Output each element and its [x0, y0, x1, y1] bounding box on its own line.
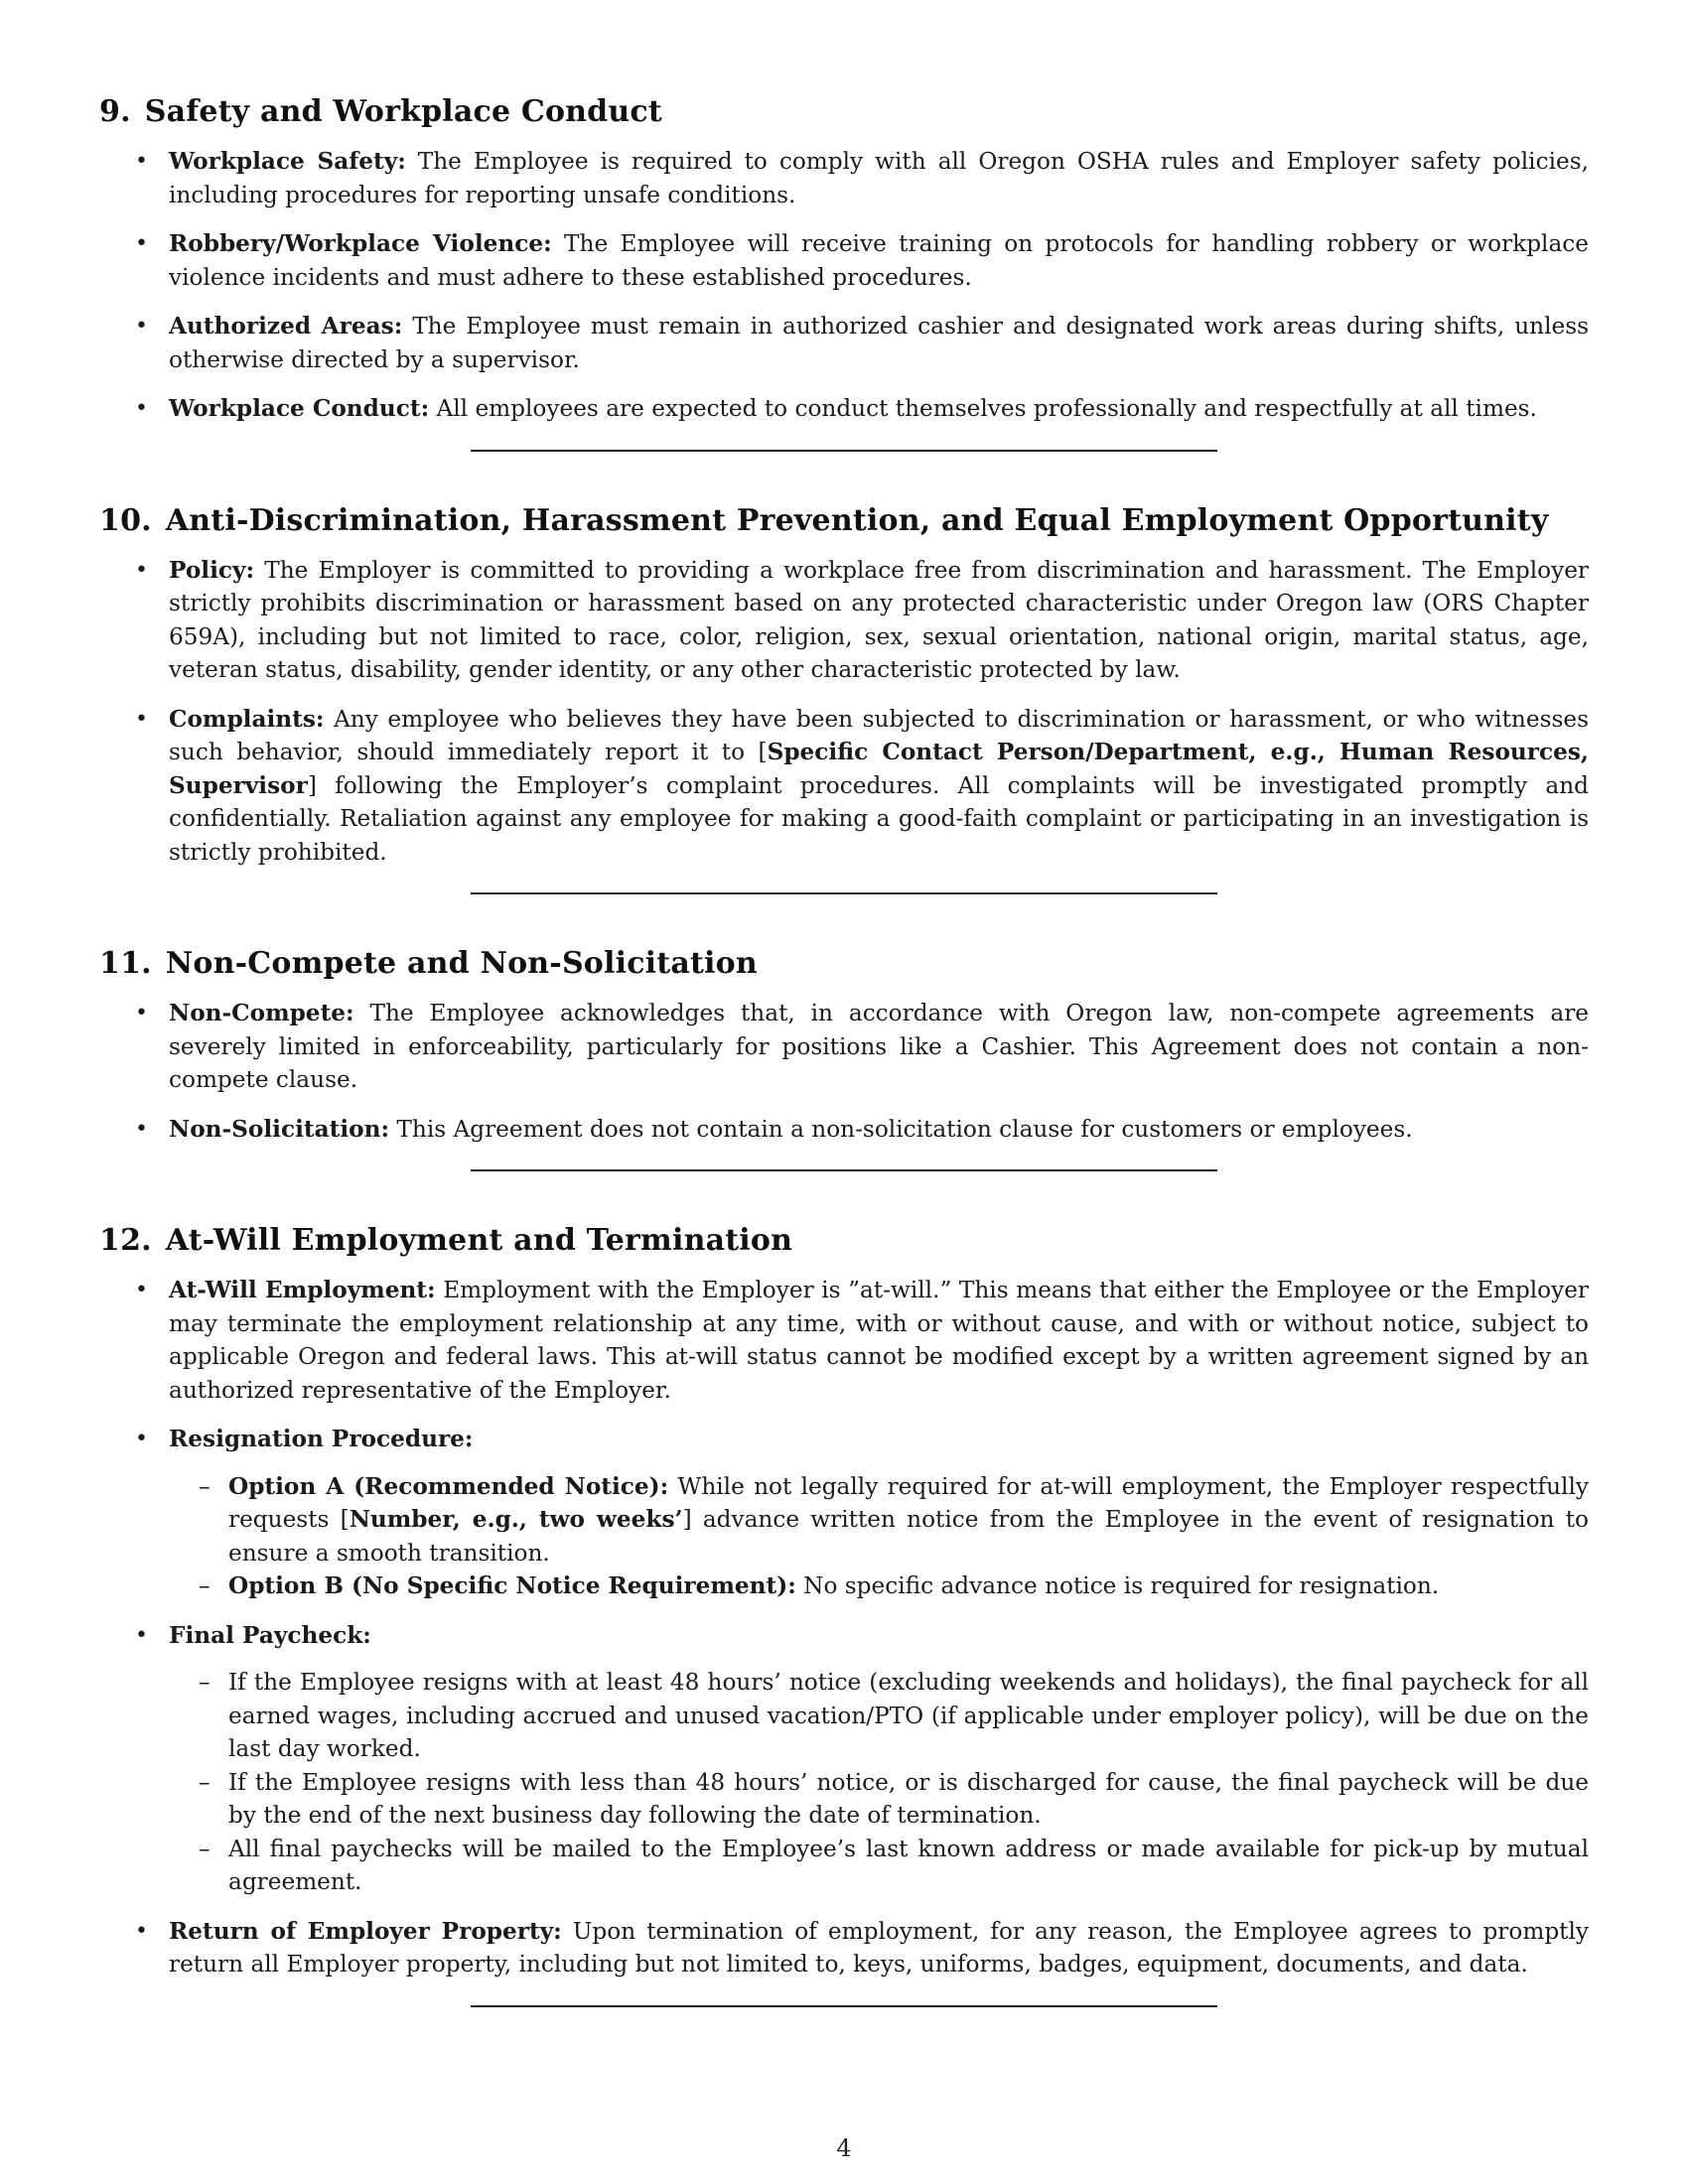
section-number: 12. — [99, 1223, 152, 1258]
dash-icon: – — [199, 1472, 211, 1500]
list-item — [99, 1423, 1589, 1603]
item-text: Any employee who believes they have been subjected to discrimination or harassment, or who witnesses such behavior, should immediately report it to [ — [169, 705, 1589, 765]
section-9 — [99, 89, 1589, 426]
section-title: Non-Compete and Non-Solicitation — [165, 946, 758, 981]
bullet-icon: • — [135, 1116, 148, 1142]
section-number: 9. — [99, 94, 131, 129]
section-heading — [99, 1218, 1589, 1264]
item-label: Robbery/Workplace Violence: — [169, 230, 552, 257]
placeholder-notice: Number, e.g., two weeks’ — [349, 1506, 683, 1533]
item-text: If the Employee resigns with at least 48 hours’ notice (excluding weekends and holidays), the final paycheck for all earned wages, including accrued and unused vacation/PTO (if applicable under employer policy), will be due on the last day worked. — [228, 1669, 1589, 1762]
item-label: Resignation Procedure: — [169, 1426, 474, 1452]
item-text: All final paychecks will be mailed to the Employee’s last known address or made available for pick-up by mutual agreement. — [228, 1835, 1589, 1895]
section-title: At-Will Employment and Termination — [165, 1223, 793, 1258]
list-item — [99, 145, 1589, 211]
item-text: Upon termination of employment, for any reason, the Employee agrees to promptly return all Employer property, including but not limited to, keys, uniforms, badges, equipment, documents, and data. — [169, 1917, 1589, 1978]
item-label: Complaints: — [169, 705, 325, 733]
item-text: No specific advance notice is required for resignation. — [803, 1572, 1440, 1599]
list-item — [99, 554, 1589, 687]
bullet-list — [99, 554, 1589, 870]
section-title: Anti-Discrimination, Harassment Prevention, and Equal Employment Opportunity — [165, 502, 1549, 538]
dash-icon: – — [199, 1835, 211, 1862]
item-label: Option B (No Specific Notice Requirement): — [228, 1572, 796, 1599]
item-text: While not legally required for at-will employment, the Employer respectfully requests [ — [228, 1472, 1589, 1533]
item-text: The Employer is committed to providing a workplace free from discrimination and harassment. The Employer strictly prohibits discrimination or harassment based on any protected characteristic under Oregon law (ORS Chapter 659A), including but not limited to race, color, religion, sex, sexual orientation, national origin, marital status, age, veteran status, disability, gender identity, or any other characteristic protected by law. — [169, 556, 1589, 683]
bullet-list — [99, 145, 1589, 426]
bullet-icon: • — [135, 1001, 148, 1025]
bullet-list — [99, 997, 1589, 1146]
sub-list — [169, 1470, 1589, 1603]
list-item — [99, 1113, 1589, 1147]
bullet-icon: • — [135, 149, 148, 174]
item-text: If the Employee resigns with less than 48 hours’ notice, or is discharged for cause, the final paycheck will be due by the end of the next business day following the date of termination. — [228, 1768, 1589, 1829]
dash-icon: – — [199, 1669, 211, 1696]
section-heading — [99, 498, 1589, 544]
list-item — [99, 997, 1589, 1097]
item-text: ] advance written notice from the Employee in the event of resignation to ensure a smooth transition. — [228, 1506, 1589, 1567]
bullet-icon: • — [135, 396, 148, 421]
page-content — [99, 89, 1589, 2054]
list-item — [99, 1274, 1589, 1407]
dash-icon: – — [199, 1768, 211, 1796]
item-text: ] following the Employer’s complaint procedures. All complaints will be investigated promptly and confidentially. Retaliation against any employee for making a good-faith complaint or participating in an investigation is strictly prohibited. — [169, 771, 1589, 866]
item-label: Authorized Areas: — [169, 313, 403, 340]
bullet-icon: • — [135, 557, 148, 583]
item-text: All employees are expected to conduct themselves professionally and respectfully at all times. — [436, 395, 1537, 422]
item-label: Return of Employer Property: — [169, 1917, 562, 1945]
item-text: The Employee must remain in authorized cashier and designated work areas during shifts, unless otherwise directed by a supervisor. — [169, 313, 1590, 373]
item-label: Policy: — [169, 556, 255, 584]
dash-icon: – — [199, 1572, 211, 1599]
section-divider — [99, 1169, 1589, 1170]
item-label: At-Will Employment: — [169, 1277, 436, 1303]
bullet-icon: • — [135, 231, 148, 256]
list-item — [99, 310, 1589, 376]
sub-list-item — [169, 1666, 1589, 1766]
section-number: 10. — [99, 502, 152, 538]
divider-line — [471, 2005, 1217, 2007]
bullet-icon: • — [135, 1918, 148, 1944]
section-divider — [99, 2005, 1589, 2006]
item-text: The Employee will receive training on protocols for handling robbery or workplace violence incidents and must adhere to these established procedures. — [169, 230, 1590, 291]
section-title: Safety and Workplace Conduct — [144, 94, 662, 129]
item-text: Employment with the Employer is ”at-will.” This means that either the Employee or the Employer may terminate the employment relationship at any time, with or without cause, and with or without notice, subject to applicable Oregon and federal laws. This at-will status cannot be modified except by a written agreement signed by an authorized representative of the Employer. — [169, 1277, 1589, 1404]
item-text: This Agreement does not contain a non-solicitation clause for customers or employees. — [396, 1115, 1413, 1143]
section-12 — [99, 1218, 1589, 1981]
item-text: The Employee is required to comply with all Oregon OSHA rules and Employer safety policies, including procedures for reporting unsafe conditions. — [169, 148, 1589, 208]
list-item — [99, 703, 1589, 870]
sub-list-item — [169, 1833, 1589, 1899]
item-text: The Employee acknowledges that, in accordance with Oregon law, non-compete agreements are severely limited in enforceability, particularly for positions like a Cashier. This Agreement does not contain a non-compete clause. — [169, 1000, 1589, 1093]
section-divider — [99, 450, 1589, 451]
bullet-icon: • — [135, 706, 148, 732]
placeholder-contact: Specific Contact Person/Department, e.g., Human Resources, Supervisor — [169, 739, 1589, 799]
item-label: Non-Solicitation: — [169, 1115, 390, 1143]
sub-list-item — [169, 1470, 1589, 1570]
section-11 — [99, 941, 1589, 1146]
section-heading — [99, 941, 1589, 987]
item-label: Non-Compete: — [169, 1000, 354, 1026]
bullet-icon: • — [135, 1427, 148, 1451]
list-item — [99, 1915, 1589, 1981]
bullet-icon: • — [135, 1622, 148, 1648]
item-label: Final Paycheck: — [169, 1621, 371, 1649]
sub-list-item — [169, 1766, 1589, 1833]
section-number: 11. — [99, 946, 152, 981]
item-label: Workplace Conduct: — [169, 395, 430, 422]
list-item — [99, 227, 1589, 294]
list-item — [99, 392, 1589, 426]
divider-line — [471, 450, 1217, 452]
item-label: Option A (Recommended Notice): — [228, 1472, 669, 1500]
divider-line — [471, 892, 1217, 894]
section-10 — [99, 498, 1589, 870]
divider-line — [471, 1169, 1217, 1171]
page-number: 4 — [836, 2134, 852, 2162]
sub-list — [169, 1666, 1589, 1899]
bullet-icon: • — [135, 314, 148, 339]
section-heading — [99, 89, 1589, 135]
bullet-list — [99, 1274, 1589, 1981]
sub-list-item — [169, 1570, 1589, 1603]
item-label: Workplace Safety: — [169, 148, 406, 175]
section-divider — [99, 892, 1589, 893]
bullet-icon: • — [135, 1278, 148, 1302]
list-item — [99, 1619, 1589, 1899]
